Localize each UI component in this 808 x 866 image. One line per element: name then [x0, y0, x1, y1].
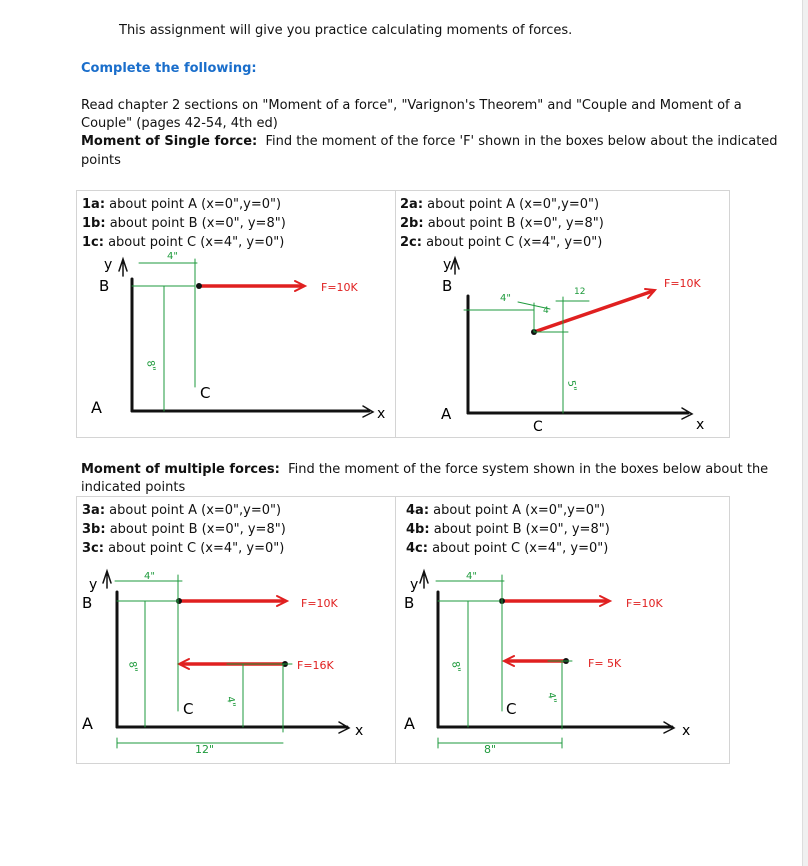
label-x-4: x	[682, 723, 691, 739]
dim-4-4: 4"	[466, 571, 477, 582]
multiple-force-label: Moment of multiple forces:	[81, 462, 280, 477]
force-arrow-2	[534, 291, 653, 332]
diagram-1	[77, 191, 396, 437]
problem-box-1	[76, 190, 397, 438]
problem-box-2	[395, 190, 730, 438]
question-2a: 2a: about point A (x=0",y=0")	[400, 197, 600, 212]
diagram-3	[77, 497, 396, 763]
diagram-4	[396, 497, 729, 763]
rise-4-2: 4	[543, 306, 549, 316]
question-3a: 3a: about point A (x=0",y=0")	[82, 503, 282, 518]
question-3b: 3b: about point B (x=0", y=8")	[82, 522, 286, 537]
label-A-2: A	[441, 405, 452, 423]
force-label-4b: F= 5K	[588, 657, 622, 670]
problem-box-3	[76, 496, 397, 764]
read-instruction-line2: Couple" (pages 42-54, 4th ed)	[81, 116, 278, 131]
label-B-2: B	[442, 277, 453, 295]
question-1c: 1c: about point C (x=4", y=0")	[82, 235, 285, 250]
read-instruction-line1: Read chapter 2 sections on "Moment of a force", "Varignon's Theorem" and "Couple and Moment of a	[81, 98, 742, 113]
dim-8-1: 8"	[144, 359, 157, 373]
label-y-2: y	[443, 257, 452, 273]
label-A-3: A	[82, 714, 93, 733]
scrollbar[interactable]	[802, 0, 808, 866]
dim-4-1: 4"	[167, 251, 178, 262]
dim-12-3: 12"	[195, 743, 215, 756]
label-A-1: A	[91, 398, 102, 417]
single-force-text: Find the moment of the force 'F' shown in the boxes below about the indicated	[265, 134, 778, 149]
single-force-label: Moment of Single force:	[81, 134, 258, 149]
label-B-4: B	[404, 594, 415, 612]
label-y-3: y	[89, 577, 98, 593]
question-2b: 2b: about point B (x=0", y=8")	[400, 216, 604, 231]
label-y-4: y	[410, 577, 419, 593]
diagram-2	[396, 191, 729, 437]
label-x-1: x	[377, 406, 386, 422]
dim-5-2: 5"	[565, 379, 578, 393]
question-4c: 4c: about point C (x=4", y=0")	[406, 541, 609, 556]
force-label-4a: F=10K	[626, 597, 663, 610]
run-12-2: 12	[574, 287, 586, 297]
multiple-force-instruction	[81, 461, 768, 479]
label-B-3: B	[82, 594, 93, 612]
force-label-3b: F=16K	[297, 659, 334, 672]
question-1b: 1b: about point B (x=0", y=8")	[82, 216, 286, 231]
multiple-force-text: Find the moment of the force system shown in the boxes below about the	[288, 462, 769, 477]
question-1a: 1a: about point A (x=0",y=0")	[82, 197, 282, 212]
label-y-1: y	[104, 257, 113, 273]
dim-4-2: 4"	[500, 293, 511, 304]
question-3c: 3c: about point C (x=4", y=0")	[82, 541, 285, 556]
single-force-text2: points	[81, 153, 121, 168]
force-label-3a: F=10K	[301, 597, 338, 610]
label-C-3: C	[183, 700, 194, 718]
problem-box-4	[395, 496, 730, 764]
complete-heading: Complete the following:	[81, 61, 257, 76]
dim-4v-3: 4"	[224, 695, 237, 709]
force-label-2: F=10K	[664, 277, 701, 290]
single-force-instruction	[81, 133, 778, 151]
question-4a: 4a: about point A (x=0",y=0")	[406, 503, 606, 518]
dim-8-4: 8"	[449, 660, 462, 674]
force-label-1: F=10K	[321, 281, 358, 294]
label-C-2: C	[533, 419, 543, 435]
label-x-2: x	[696, 417, 705, 433]
label-x-3: x	[355, 723, 364, 739]
question-2c: 2c: about point C (x=4", y=0")	[400, 235, 603, 250]
multiple-force-text2: indicated points	[81, 480, 186, 495]
question-4b: 4b: about point B (x=0", y=8")	[406, 522, 610, 537]
label-A-4: A	[404, 714, 415, 733]
dim-8h-4: 8"	[484, 743, 497, 756]
label-C-1: C	[200, 384, 211, 402]
label-C-4: C	[506, 700, 517, 718]
intro-text: This assignment will give you practice calculating moments of forces.	[119, 23, 573, 38]
dim-4v-4: 4"	[545, 691, 558, 705]
dim-4-3: 4"	[144, 571, 155, 582]
label-B-1: B	[99, 277, 110, 295]
dim-8-3: 8"	[126, 660, 139, 674]
